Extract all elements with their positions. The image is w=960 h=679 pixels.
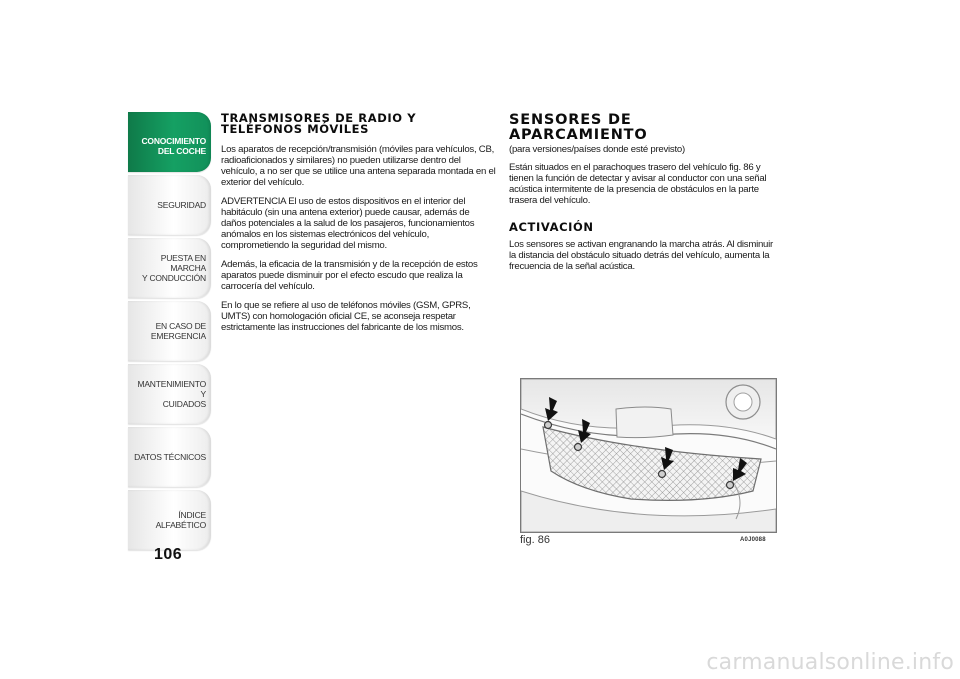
tab-mantenimiento[interactable]	[128, 364, 211, 424]
paragraph: Los aparatos de recepción/transmisión (móviles para vehículos, CB, radioaficionados y similares) no pueden utilizarse dentro del vehículo, a no ser que se utilice una antena separada montada en el exterior del vehículo.	[221, 144, 496, 188]
tab-label: SEGURIDAD	[157, 200, 206, 210]
right-column	[509, 113, 774, 280]
figure-caption: fig. 86	[520, 534, 550, 546]
left-column	[221, 113, 496, 341]
page-number: 106	[154, 546, 183, 563]
tab-conocimiento-del-coche[interactable]	[128, 112, 211, 172]
tab-label: EN CASO DE EMERGENCIA	[150, 321, 206, 341]
tab-label: CONOCIMIENTO DEL COCHE	[141, 136, 206, 156]
subsection-heading-activacion: ACTIVACIÓN	[509, 220, 594, 234]
tab-datos-tecnicos[interactable]	[128, 427, 211, 487]
tab-indice-alfabetico[interactable]	[128, 490, 211, 550]
watermark: carmanualsonline.info	[706, 650, 954, 675]
figure-code: A0J0088	[740, 537, 766, 543]
section-heading-radio: TRANSMISORES DE RADIO Y TELÉFONOS MÓVILES	[221, 111, 417, 136]
paragraph: Además, la eficacia de la transmisión y de la recepción de estos aparatos puede disminuir por el efecto escudo que realiza la carrocería del vehículo.	[221, 259, 478, 292]
tab-seguridad[interactable]	[128, 175, 211, 235]
tab-label: DATOS TÉCNICOS	[134, 452, 206, 462]
tab-puesta-en-marcha[interactable]	[128, 238, 211, 298]
tab-label: MANTENIMIENTO Y CUIDADOS	[137, 379, 206, 409]
tab-label: ÍNDICE ALFABÉTICO	[155, 510, 206, 530]
paragraph: Están situados en el parachoques trasero del vehículo fig. 86 y tienen la función de detectar y avisar al conductor con una señal acústica intermitente de la presencia de obstáculos en la parte trasera del vehículo.	[509, 162, 767, 206]
tab-en-caso-de-emergencia[interactable]	[128, 301, 211, 361]
paragraph: En lo que se refiere al uso de teléfonos móviles (GSM, GPRS, UMTS) con homologación oficial CE, se aconseja respetar estrictamente las instrucciones del fabricante de los mismos.	[221, 300, 471, 333]
subtitle: (para versiones/países donde esté previsto)	[509, 144, 685, 155]
section-heading-sensores: SENSORES DE APARCAMIENTO	[509, 112, 648, 143]
warning-paragraph: ADVERTENCIA El uso de estos dispositivos en el interior del habitáculo (sin una antena exterior) puede causar, además de daños potenciales a la salud de los pasajeros, funcionamientos anómalos en los sistemas electrónicos del vehículo, comprometiendo la seguridad del mismo.	[221, 196, 475, 251]
paragraph: Los sensores se activan engranando la marcha atrás. Al disminuir la distancia del obstáculo situado detrás del vehículo, aumenta la frecuencia de la señal acústica.	[509, 239, 773, 272]
rear-bumper-drawing	[521, 379, 776, 532]
tab-label: PUESTA EN MARCHA Y CONDUCCIÓN	[141, 253, 206, 283]
bumper-sensors-illustration	[520, 378, 777, 533]
